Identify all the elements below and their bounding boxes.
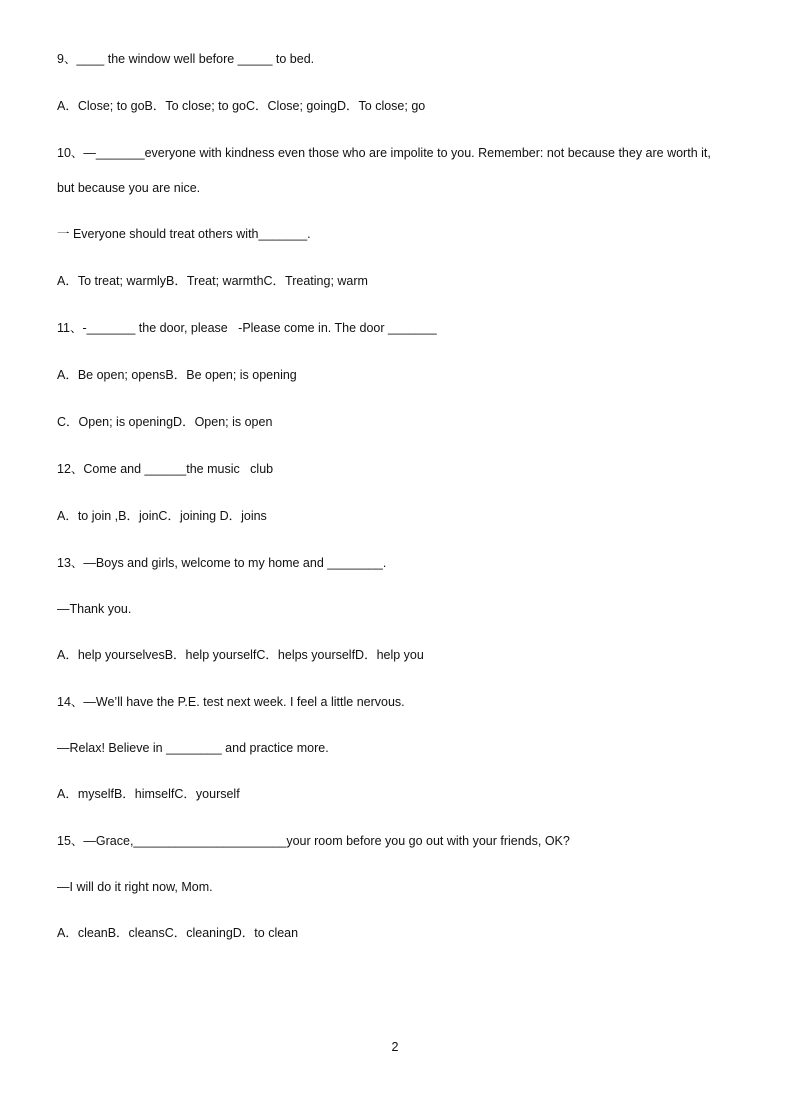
question-13-stem: 13、—Boys and girls, welcome to my home and ________.	[57, 556, 387, 570]
question-12-stem: 12、Come and ______the music club	[57, 462, 274, 476]
question-14-options: A．myselfB．himselfC．yourself	[57, 787, 240, 801]
question-10-options: A．To treat; warmlyB．Treat; warmthC．Treating; warm	[57, 274, 368, 288]
question-11-options-cd: C．Open; is openingD．Open; is open	[57, 415, 273, 429]
question-10-stem: 10、—_______everyone with kindness even those who are impolite to you. Remember: not because they are worth it,	[57, 146, 711, 160]
question-11-options-ab: A．Be open; opensB．Be open; is opening	[57, 368, 297, 382]
question-11-stem: 11、-_______ the door, please -Please come in. The door _______	[57, 321, 437, 335]
question-9-stem: 9、____ the window well before _____ to bed.	[57, 52, 315, 66]
question-14-reply: —Relax! Believe in ________ and practice more.	[57, 741, 329, 755]
question-10-stem-cont: but because you are nice.	[57, 181, 201, 195]
question-15-reply: —I will do it right now, Mom.	[57, 880, 213, 894]
question-13-options: A．help yourselvesB．help yourselfC．helps yourselfD．help you	[57, 648, 424, 662]
question-13-reply: —Thank you.	[57, 602, 132, 616]
question-12-options: A．to join ,B．joinC．joining D．joins	[57, 509, 267, 523]
question-9-options: A．Close; to goB．To close; to goC．Close; goingD．To close; go	[57, 99, 426, 113]
question-15-options: A．cleanB．cleansC．cleaningD．to clean	[57, 926, 299, 940]
question-14-stem: 14、—We’ll have the P.E. test next week. I feel a little nervous.	[57, 695, 405, 709]
question-15-stem: 15、—Grace,______________________your room before you go out with your friends, OK?	[57, 834, 570, 848]
question-10-reply: 一 Everyone should treat others with_______.	[57, 227, 311, 241]
page-number: 2	[391, 1040, 399, 1054]
